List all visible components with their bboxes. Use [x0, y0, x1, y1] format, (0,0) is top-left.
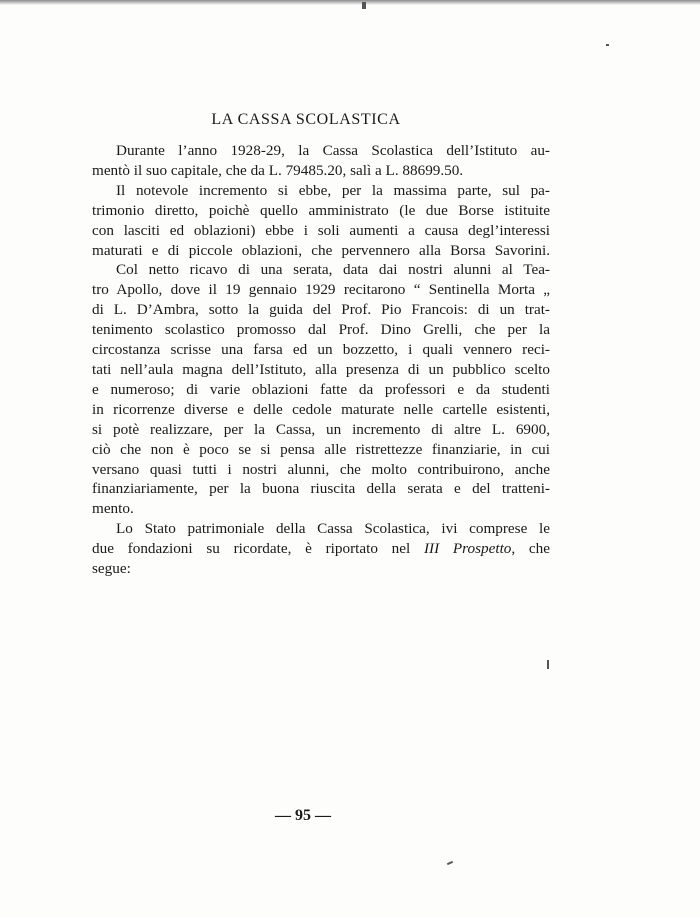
text-line: trimonio diretto, poichè quello amministrato (le due Borse istituite: [92, 201, 550, 219]
text-line: Durante l’anno 1928-29, la Cassa Scolastica dell’Istituto au-: [116, 142, 550, 159]
text-line: ciò che non è poco se si pensa alle ristrettezze finanziarie, in cui: [92, 440, 550, 458]
text-line: mento.: [92, 500, 134, 518]
scan-speck: [606, 44, 609, 46]
text-line: finanziariamente, per la buona riuscita della serata e del tratteni-: [92, 480, 550, 498]
text-line: e numeroso; di varie oblazioni fatte da professori e da studenti: [92, 380, 550, 398]
text-line: Il notevole incremento si ebbe, per la massima parte, sul pa-: [116, 181, 550, 199]
text-line: si potè realizzare, per la Cassa, un incremento di altre L. 6900,: [92, 420, 550, 438]
text-line: segue:: [92, 560, 131, 578]
scan-speck: [447, 861, 453, 865]
text-line: versano quasi tutti i nostri alunni, che molto contribuirono, anche: [92, 460, 550, 478]
text-line: mentò il suo capitale, che da L. 79485.20, salì a L. 88699.50.: [92, 161, 464, 179]
body-text: [92, 141, 550, 579]
page-number: — 95 —: [275, 807, 331, 824]
text-line: Lo Stato patrimoniale della Cassa Scolastica, ivi comprese le: [116, 520, 550, 538]
text-line: tati nell’aula magna dell’Istituto, alla presenza di un pubblico scelto: [92, 360, 550, 378]
text-line: maturati e di piccole oblazioni, che pervennero alla Borsa Savorini.: [92, 241, 550, 259]
text-line: circostanza scrisse una farsa ed un bozzetto, i quali vennero reci-: [92, 341, 550, 359]
scan-speck: [362, 2, 366, 9]
text-line: tenimento scolastico promosso dal Prof. Dino Grelli, che per la: [92, 321, 550, 339]
text-line-with-reference: [92, 539, 550, 559]
text-line: di L. D’Ambra, sotto la guida del Prof. Pio Francois: di un trat-: [92, 301, 550, 319]
prospetto-reference: III Prospetto: [423, 540, 512, 558]
text-segment: , che: [511, 540, 551, 558]
text-line: Col netto ricavo di una serata, data dai nostri alunni al Tea-: [116, 261, 550, 279]
text-line: tro Apollo, dove il 19 gennaio 1929 recitarono “ Sentinella Morta „: [92, 281, 550, 299]
text-line: in ricorrenze diverse e delle cedole maturate nelle cartelle esistenti,: [92, 400, 550, 418]
scan-speck: [547, 660, 549, 669]
text-line: con lasciti ed oblazioni) ebbe i soli aumenti a causa degl’interessi: [92, 221, 550, 239]
page-title: LA CASSA SCOLASTICA: [211, 111, 401, 128]
text-segment: due fondazioni su ricordate, è riportato nel: [92, 540, 411, 558]
page-top-edge: [0, 0, 700, 5]
